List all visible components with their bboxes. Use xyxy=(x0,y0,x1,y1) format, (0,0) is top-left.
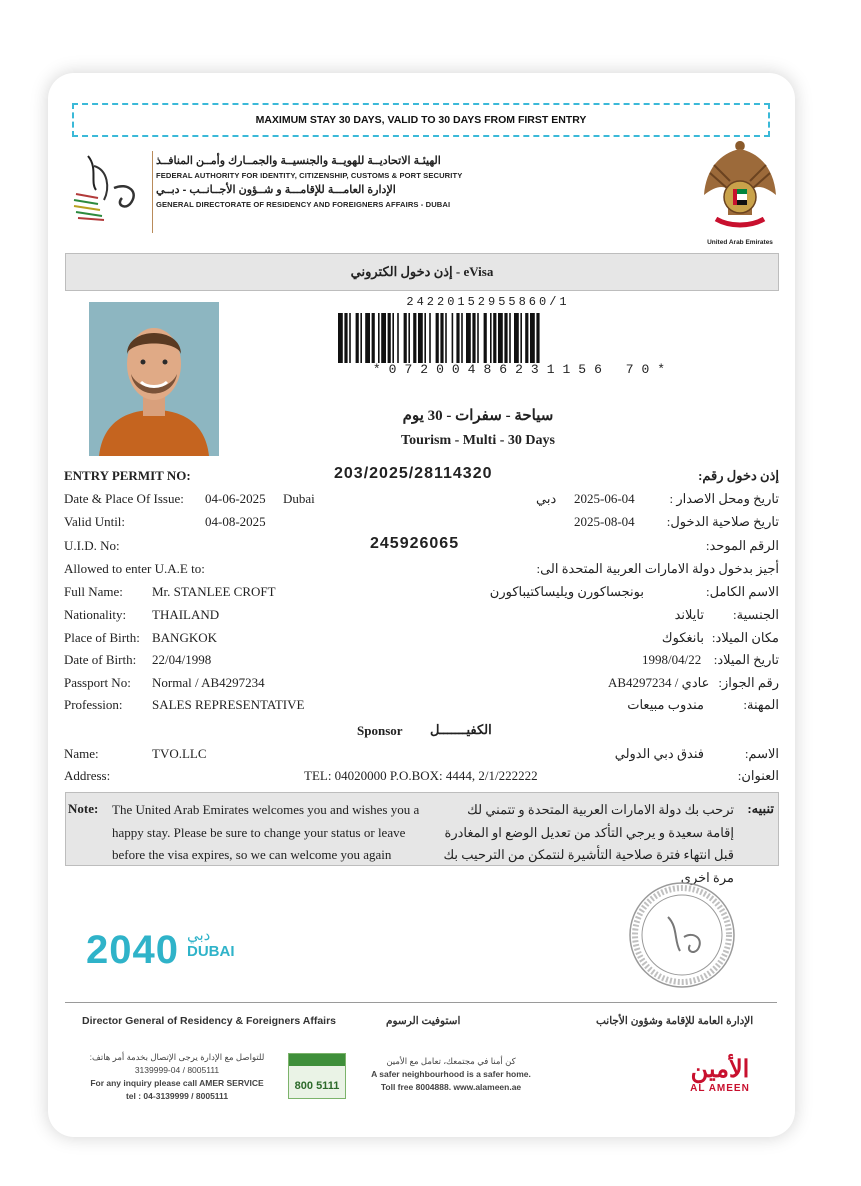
note-text-ar: ترحب بك دولة الامارات العربية المتحدة و تتمني لك إقامة سعيدة و يرجي التأكد من تعديل الوضع او المغادرة قبل انتهاء فترة صلاحية التأشيرة لنتمكن من الترحيب بك مرة اخرى xyxy=(443,802,734,885)
visa-type-en: Tourism - Multi - 30 Days xyxy=(401,433,555,448)
passport-value-ar: AB4297234 / عادي xyxy=(608,675,710,690)
visa-document xyxy=(48,73,795,1137)
profession-label-ar: المهنة: xyxy=(743,697,779,712)
passport-label-ar: رقم الجواز: xyxy=(718,675,779,690)
barcode-bar xyxy=(504,313,507,363)
inquiry-ar: للتواصل مع الإدارة يرجى الإتصال بخدمة أمر هاتف: 8005111 / 04-3139999 xyxy=(89,1052,265,1075)
barcode-bar xyxy=(388,313,391,363)
note-label: Note: xyxy=(68,801,99,816)
note-text-en: The United Arab Emirates welcomes you and wishes you a happy stay. Please be sure to change your status or leave before the visa expires, so we can welcome you again xyxy=(112,802,420,862)
authority-en-line1: FEDERAL AUTHORITY FOR IDENTITY, CITIZENSHIP, CUSTOMS & PORT SECURITY xyxy=(156,171,463,180)
barcode-bar xyxy=(378,313,380,363)
full-name-label-ar: الاسم الكامل: xyxy=(706,584,779,599)
sponsor-name-value-ar: فندق دبي الدولي xyxy=(614,746,704,761)
evisa-title-bar xyxy=(65,253,779,291)
evisa-title: إذن دخول الكتروني - eVisa xyxy=(350,264,494,279)
logo-2040-en: DUBAI xyxy=(186,943,235,960)
fees-paid-ar: استوفيت الرسوم xyxy=(386,1015,461,1027)
passport-value: Normal / AB4297234 xyxy=(152,675,265,690)
barcode-bar xyxy=(493,313,496,363)
barcode-bar xyxy=(356,313,359,363)
barcode-bar xyxy=(536,313,539,363)
profession-value: SALES REPRESENTATIVE xyxy=(152,697,305,712)
holder-photo xyxy=(89,302,219,456)
sponsor-address-label: Address: xyxy=(64,768,111,783)
dubai-2040-logo xyxy=(86,928,234,973)
uid-value: 245926065 xyxy=(370,535,460,552)
barcode-icon xyxy=(338,313,683,363)
logo-2040-ar: دبي xyxy=(186,927,211,944)
sponsor-title-ar: الكفيـــــــل xyxy=(430,722,492,737)
entry-permit-label: ENTRY PERMIT NO: xyxy=(64,468,191,483)
pob-label: Place of Birth: xyxy=(64,630,140,645)
nationality-value-ar: تايلاند xyxy=(674,607,704,622)
allowed-label-ar: أجيز بدخول دولة الامارات العربية المتحدة الى: xyxy=(536,561,779,576)
sponsor-name-value: TVO.LLC xyxy=(152,746,207,761)
barcode-bar xyxy=(456,313,459,363)
al-ameen-logo xyxy=(670,1057,770,1094)
barcode-bar xyxy=(509,313,511,363)
barcode-bar xyxy=(477,313,479,363)
profession-value-ar: مندوب مبيعات xyxy=(627,697,704,712)
entry-permit-value: 203/2025/28114320 xyxy=(334,465,493,482)
authority-ar-line1: الهيئـة الاتحاديــة للهويــة والجنسيــة والجمــارك وأمــن المنافــذ xyxy=(156,155,441,167)
amer-service-logo xyxy=(288,1053,346,1099)
barcode-bar xyxy=(408,313,410,363)
falcon-logo-icon xyxy=(68,148,146,228)
nationality-label-ar: الجنسية: xyxy=(733,607,779,622)
eagle-emblem-icon xyxy=(700,135,780,235)
barcode-bar xyxy=(404,313,407,363)
barcode-bar xyxy=(530,313,535,363)
barcode-bar xyxy=(381,313,386,363)
barcode-bar xyxy=(392,313,394,363)
inquiry-info xyxy=(84,1051,270,1103)
barcode-bar xyxy=(461,313,463,363)
issue-label: Date & Place Of Issue: xyxy=(64,491,184,506)
barcode-bar xyxy=(498,313,503,363)
dept-name-ar: الإدارة العامة للإقامة وشؤون الأجانب xyxy=(596,1015,754,1027)
official-stamp-icon xyxy=(628,881,736,989)
visa-type-ar: سياحة - سفرات - 30 يوم xyxy=(402,408,554,424)
authority-ar-line2: الإدارة العامـــة للإقامـــة و شــؤون الأجــانــب - دبــي xyxy=(156,184,396,196)
barcode-bar xyxy=(525,313,528,363)
full-name-label: Full Name: xyxy=(64,584,123,599)
issue-date: 04-06-2025 xyxy=(205,491,266,506)
footer-divider xyxy=(65,1002,777,1003)
sponsor-name-label-ar: الاسم: xyxy=(744,746,779,761)
uid-label-ar: الرقم الموحد: xyxy=(705,538,779,553)
pob-value: BANGKOK xyxy=(152,630,217,645)
alameen-ar: الأمين xyxy=(690,1056,750,1083)
allowed-label: Allowed to enter U.A.E to: xyxy=(64,561,205,576)
issue-date-ar: 2025-06-04 xyxy=(574,491,635,506)
note-box xyxy=(65,792,779,885)
barcode-bar xyxy=(514,313,519,363)
full-name-value: Mr. STANLEE CROFT xyxy=(152,584,276,599)
authority-header xyxy=(156,153,486,211)
sponsor-address-value: TEL: 04020000 P.O.BOX: 4444, 2/1/222222 xyxy=(304,768,538,783)
pob-label-ar: مكان الميلاد: xyxy=(711,630,779,645)
valid-label: Valid Until: xyxy=(64,514,126,529)
barcode-bar xyxy=(344,313,347,363)
nationality-value: THAILAND xyxy=(152,607,220,622)
barcode-bar xyxy=(520,313,522,363)
barcode-bar xyxy=(436,313,439,363)
barcode-bar xyxy=(372,313,375,363)
service-number: 800 5111 xyxy=(294,1080,340,1092)
full-name-value-ar: بونجساكورن ويليساكتيباكورن xyxy=(489,584,644,599)
safer-info xyxy=(366,1055,536,1094)
inquiry-en: For any inquiry please call AMER SERVICE xyxy=(90,1078,264,1088)
dob-label-ar: تاريخ الميلاد: xyxy=(713,652,779,667)
barcode-bar xyxy=(490,313,492,363)
barcode-bar xyxy=(429,313,431,363)
profession-label: Profession: xyxy=(64,697,123,712)
barcode-number-top: 24220152955860/1 xyxy=(406,295,570,309)
safer-en: A safer neighbourhood is a safer home. xyxy=(371,1069,531,1079)
barcode-bar xyxy=(445,313,447,363)
sponsor-address-label-ar: العنوان: xyxy=(737,768,779,783)
dob-label: Date of Birth: xyxy=(64,652,137,667)
alameen-en: AL AMEEN xyxy=(690,1083,750,1094)
barcode-bar xyxy=(418,313,423,363)
passport-label: Passport No: xyxy=(64,675,131,690)
emblem-caption: United Arab Emirates xyxy=(707,239,773,246)
barcode-bar xyxy=(452,313,454,363)
barcode-number-bottom: *07200486231156 70* xyxy=(372,362,674,377)
dob-value-ar: 1998/04/22 xyxy=(642,652,702,667)
pob-value-ar: بانغكوك xyxy=(661,630,704,645)
barcode-bar xyxy=(484,313,487,363)
uae-emblem xyxy=(700,135,780,247)
dob-value: 22/04/1998 xyxy=(152,652,212,667)
barcode-bar xyxy=(413,313,416,363)
safer-tel: Toll free 8004888. www.alameen.ae xyxy=(380,1082,522,1092)
person-photo-icon xyxy=(89,302,219,456)
barcode-bar xyxy=(440,313,443,363)
barcode-bar xyxy=(397,313,399,363)
valid-date: 04-08-2025 xyxy=(205,514,266,529)
inquiry-tel: tel : 04-3139999 / 8005111 xyxy=(125,1091,229,1101)
authority-en-line2: GENERAL DIRECTORATE OF RESIDENCY AND FOREIGNERS AFFAIRS - DUBAI xyxy=(156,200,451,209)
barcode-bar xyxy=(424,313,426,363)
uid-label: U.I.D. No: xyxy=(64,538,120,553)
valid-date-ar: 2025-08-04 xyxy=(574,514,635,529)
barcode-bar xyxy=(472,313,475,363)
issue-place-ar: دبي xyxy=(536,491,557,506)
sponsor-name-label: Name: xyxy=(64,746,99,761)
barcode-bar xyxy=(466,313,471,363)
barcode-bar xyxy=(349,313,351,363)
valid-label-ar: تاريخ صلاحية الدخول: xyxy=(666,514,779,529)
note-label-ar: تنبيه: xyxy=(747,801,774,816)
safer-ar: كن أمنا في مجتمعك، تعامل مع الأمين xyxy=(386,1056,516,1066)
issue-place: Dubai xyxy=(283,491,315,506)
nationality-label: Nationality: xyxy=(64,607,127,622)
header-divider xyxy=(152,151,153,233)
barcode-bar xyxy=(365,313,370,363)
logo-2040-number: 2040 xyxy=(86,928,179,972)
entry-permit-label-ar: إذن دخول رقم: xyxy=(698,468,779,483)
barcode-bar xyxy=(360,313,362,363)
max-stay-banner: MAXIMUM STAY 30 DAYS, VALID TO 30 DAYS FROM FIRST ENTRY xyxy=(72,103,770,137)
issue-label-ar: تاريخ ومحل الاصدار : xyxy=(669,491,779,506)
director-title: Director General of Residency & Foreigners Affairs xyxy=(82,1015,337,1027)
barcode-bar xyxy=(338,313,343,363)
sponsor-title: Sponsor xyxy=(357,723,403,738)
